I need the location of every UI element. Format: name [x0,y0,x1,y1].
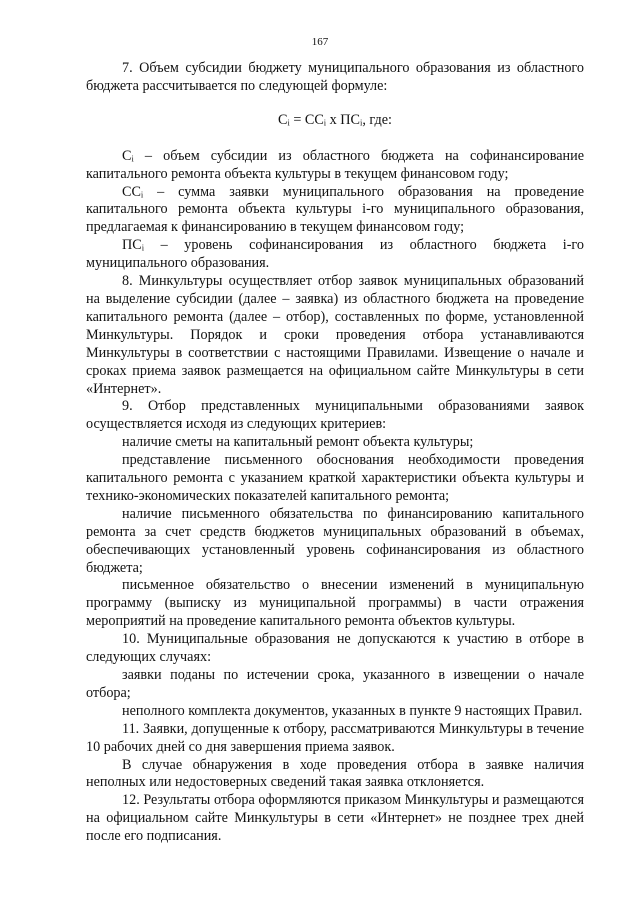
exclusion-late-submission: заявки поданы по истечении срока, указанного в извещении о начале отбора; [86,667,584,701]
paragraph-10: 10. Муниципальные образования не допускаются к участию в отборе в следующих случаях: [86,631,584,666]
criterion-justification: представление письменного обоснования необходимости проведения капитального ремонта с указанием краткой характеристики объекта культуры и технико-экономических показателей капитального ремонта; [86,452,584,504]
paragraph-12: 12. Результаты отбора оформляются приказом Минкультуры и размещаются на официальном сайте Минкультуры в сети «Интернет» не позднее трех дней после его подписания. [86,792,584,845]
document-body [86,60,584,846]
paragraph-7: 7. Объем субсидии бюджету муниципального образования из областного бюджета рассчитывается по следующей формуле: [86,60,584,94]
definition-cci: ССᵢ – сумма заявки муниципального образования на проведение капитального ремонта объекта культуры i-го муниципального образования, предлагаемая к финансированию в текущем финансовом году; [86,183,584,236]
paragraph-8: 8. Минкультуры осуществляет отбор заявок муниципальных образований на выделение субсидии (далее – заявка) из областного бюджета на проведение капитального ремонта (далее – отбор), составленных по форме, установленной Минкультуры. Порядок и сроки проведения отбора устанавливаются Минкультуры в соответствии с настоящими Правилами. Извещение о начале и сроках приема заявок размещается на официальном сайте Минкультуры в сети «Интернет». [86,273,584,397]
page-number: 167 [311,36,329,48]
rejection-clause: В случае обнаружения в ходе проведения отбора в заявке наличия неполных или недостоверных сведений такая заявка отклоняется. [86,756,584,791]
paragraph-11: 11. Заявки, допущенные к отбору, рассматриваются Минкультуры в течение 10 рабочих дней со дня завершения приема заявок. [86,720,584,755]
subsidy-formula: Сᵢ = ССᵢ х ПСᵢ, где: [277,111,392,128]
definition-pci: ПСᵢ – уровень софинансирования из областного бюджета i-го муниципального образования. [86,237,584,272]
criterion-financing-obligation: наличие письменного обязательства по финансированию капитального ремонта за счет средств бюджетов муниципальных образований в объемах, обеспечивающих установленный уровень софинансирования из областного бюджета; [86,505,584,576]
criterion-program-amendment: письменное обязательство о внесении изменений в муниципальную программу (выписку из муниципальной программы) в части отражения мероприятий на проведение капитального ремонта объектов культуры. [86,577,584,630]
exclusion-incomplete-documents: неполного комплекта документов, указанных в пункте 9 настоящих Правил. [122,702,583,719]
paragraph-9: 9. Отбор представленных муниципальными образованиями заявок осуществляется исходя из следующих критериев: [86,398,584,433]
definition-ci: Сᵢ – объем субсидии из областного бюджета на софинансирование капитального ремонта объекта культуры в текущем финансовом году; [86,147,584,182]
criterion-estimate: наличие сметы на капитальный ремонт объекта культуры; [122,434,474,451]
